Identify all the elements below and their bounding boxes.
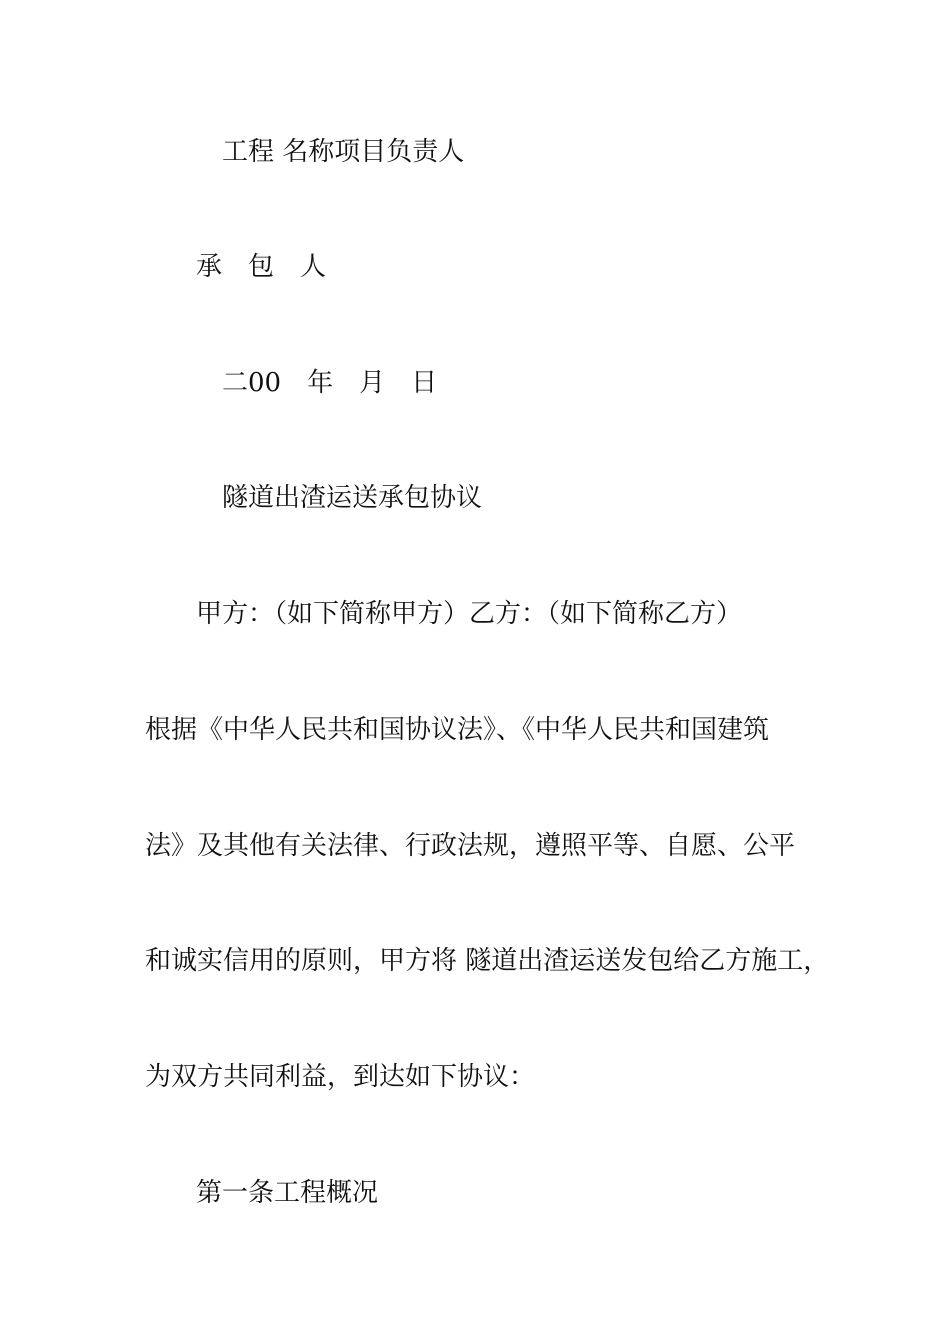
contractor-label: 承 包 人 — [196, 252, 327, 282]
preamble-line-3: 和诚实信用的原则，甲方将 隧道出渣运送发包给乙方施工， — [145, 946, 830, 976]
project-name-manager-line: 工程 名称项目负责人 — [222, 137, 465, 167]
date-line: 二00 年 月 日 — [222, 368, 438, 398]
preamble-line-2: 法》及其他有关法律、行政法规，遵照平等、自愿、公平 — [145, 831, 796, 861]
agreement-title: 隧道出渣运送承包协议 — [222, 483, 483, 513]
preamble-line-1: 根据《中华人民共和国协议法》、《中华人民共和国建筑 — [145, 715, 770, 745]
article-1-heading: 第一条工程概况 — [196, 1178, 379, 1208]
preamble-line-4: 为双方共同利益，到达如下协议： — [145, 1062, 536, 1092]
parties-line: 甲方：（如下简称甲方）乙方：（如下简称乙方） — [196, 599, 743, 629]
